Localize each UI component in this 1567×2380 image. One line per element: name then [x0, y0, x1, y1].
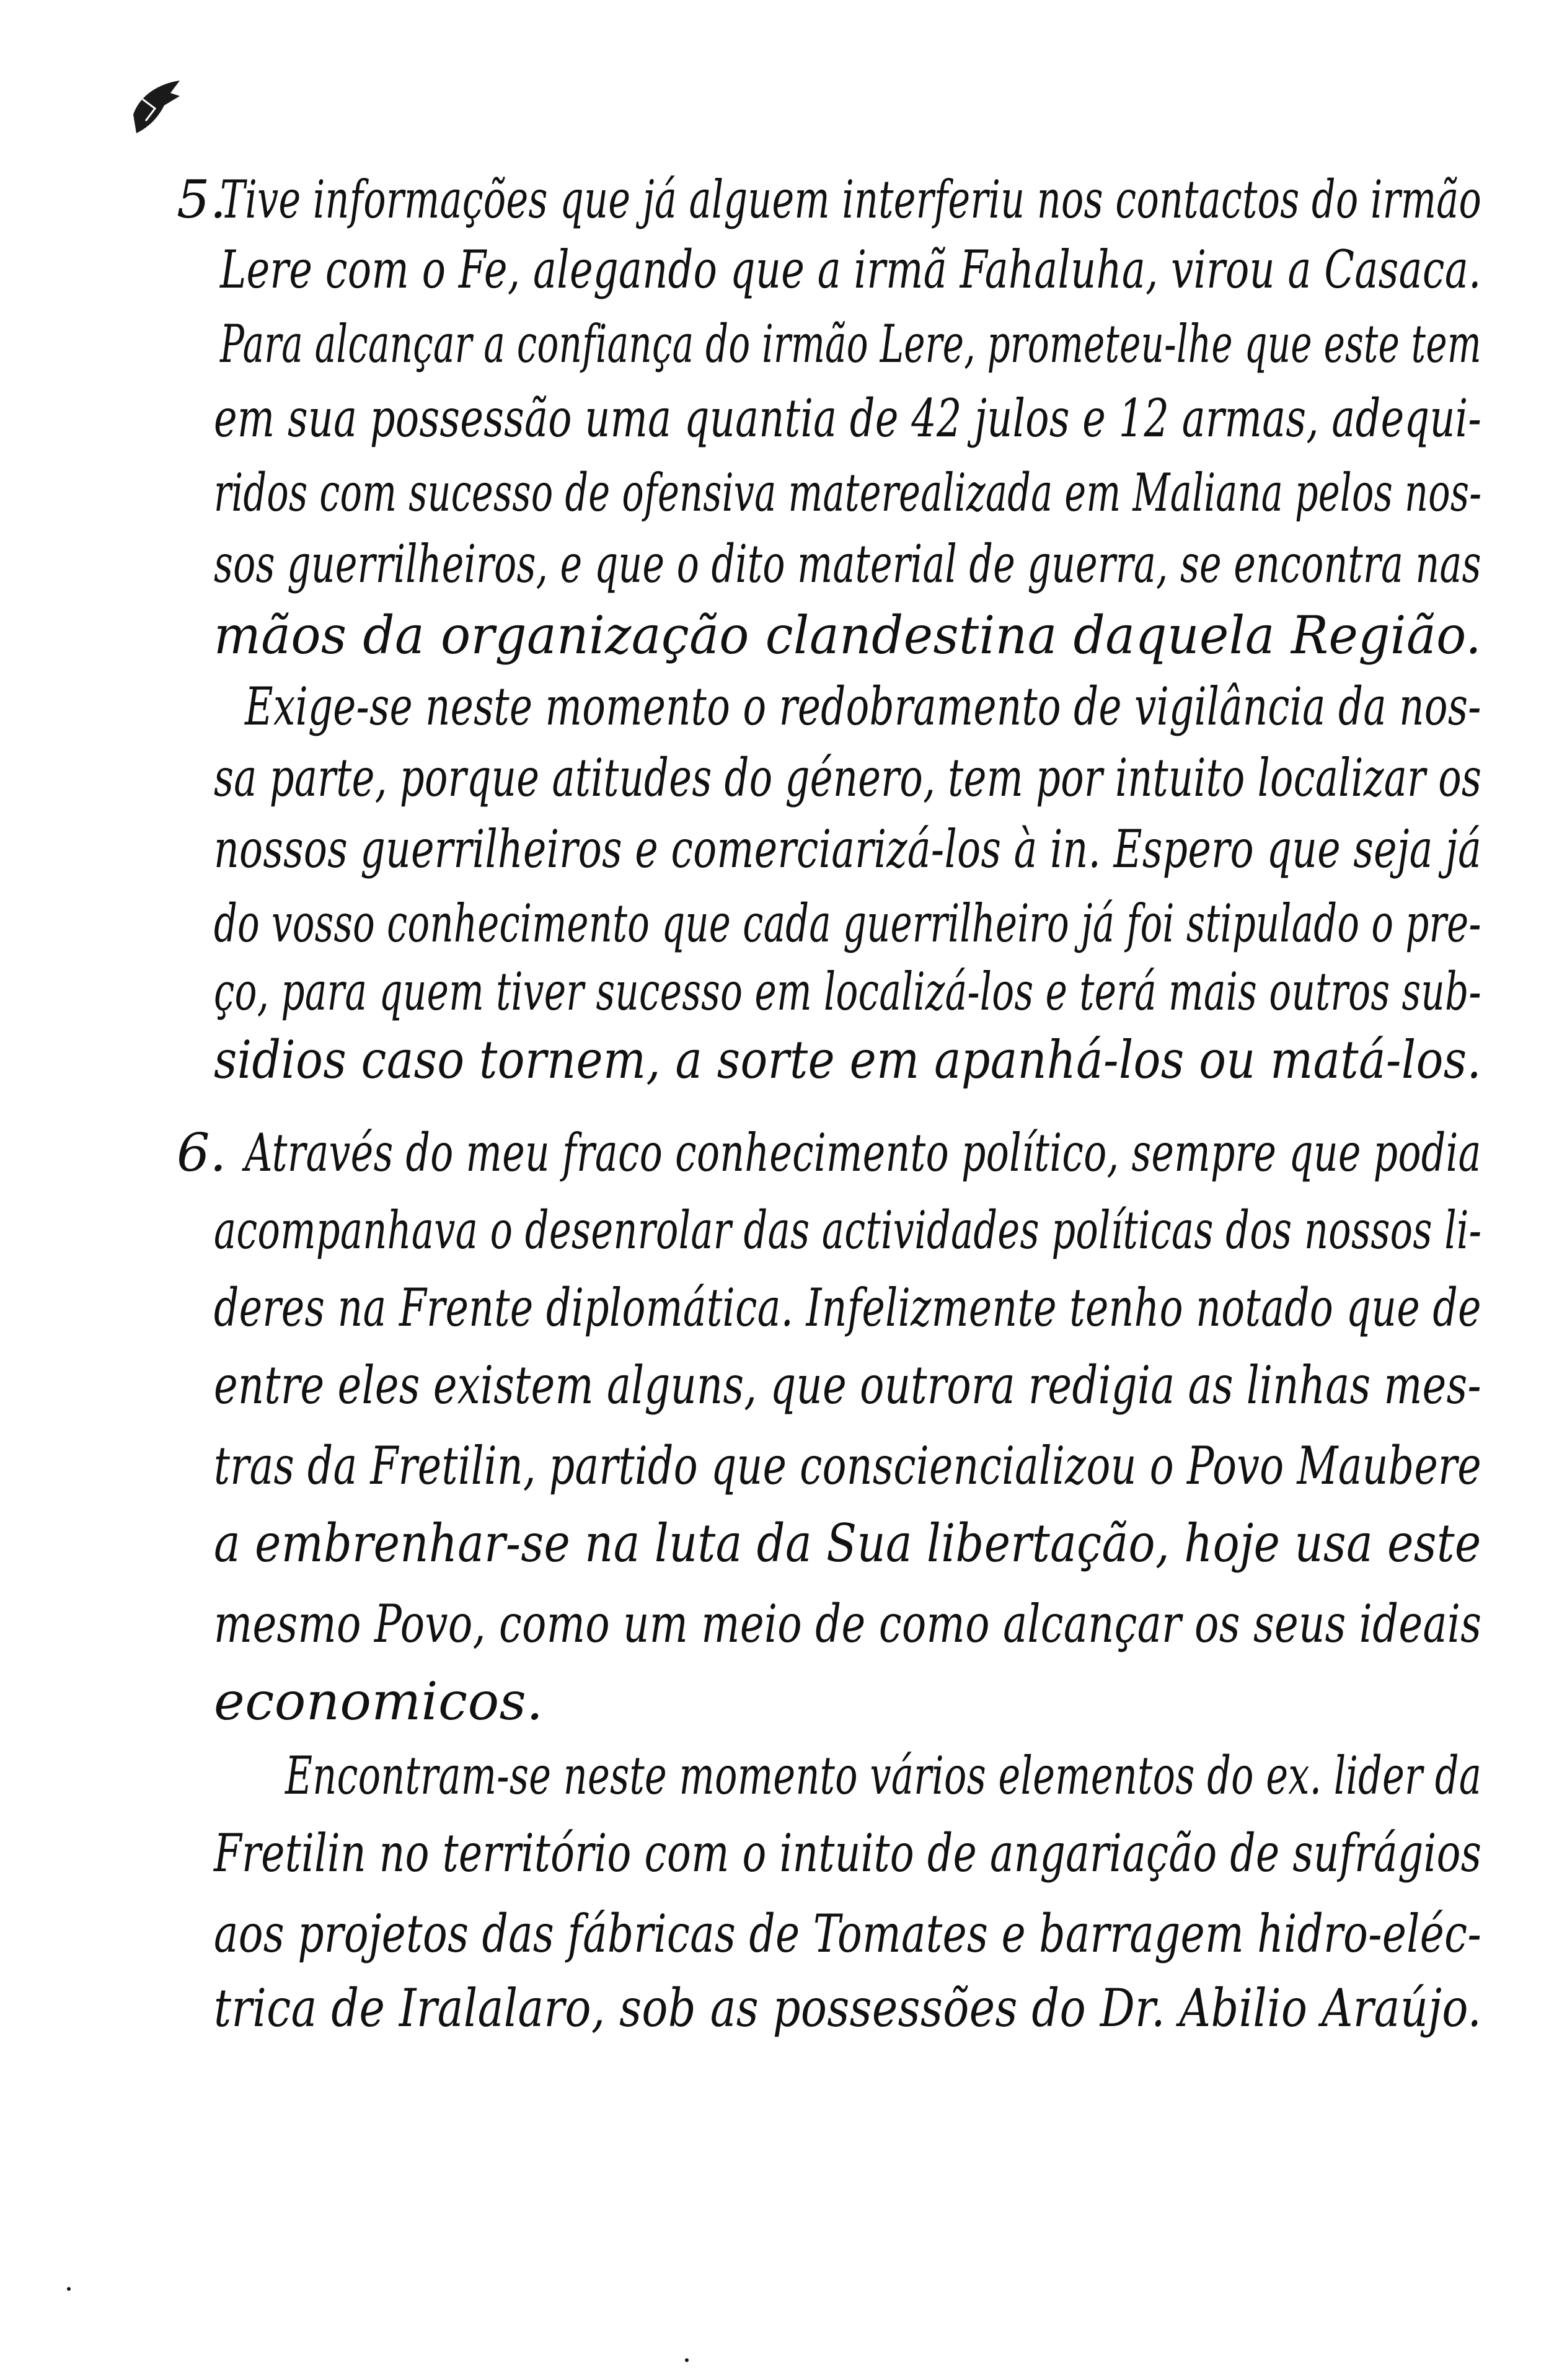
text-line: ridos com sucesso de ofensiva materealizada em Maliana pelos nos- [214, 462, 1482, 523]
text-line: trica de Iralalaro, sob as possessões do Dr. Abilio Araújo. [214, 1978, 1482, 2038]
text-line: mãos da organização clandestina daquela Região. [214, 605, 1482, 666]
paper-speck [685, 2358, 689, 2362]
text-line: sa parte, porque atitudes do género, tem por intuito localizar os [214, 747, 1482, 808]
paper-speck [67, 2287, 71, 2291]
text-line: Lere com o Fe, alegando que a irmã Fahaluha, virou a Casaca. [220, 239, 1481, 300]
text-line: mesmo Povo, como um meio de como alcançar os seus ideais [214, 1593, 1482, 1654]
text-line: acompanhava o desenrolar das actividades políticas dos nossos li- [214, 1200, 1482, 1261]
text-line: aos projetos das fábricas de Tomates e barragem hidro-eléc- [214, 1903, 1482, 1964]
text-line: nossos guerrilheiros e comerciarizá-los à in. Espero que seja já [214, 819, 1482, 879]
text-line: Exige-se neste momento o redobramento de vigilância da nos- [245, 676, 1481, 737]
paragraph-number: 6. [177, 1122, 227, 1183]
ink-stamp-mark [121, 71, 189, 139]
text-line: entre eles existem alguns, que outrora redigia as linhas mes- [214, 1355, 1481, 1416]
text-line: ço, para quem tiver sucesso em localizá-los e terá mais outros sub- [214, 961, 1482, 1022]
text-line: do vosso conhecimento que cada guerrilheiro já foi stipulado o pre- [214, 893, 1481, 954]
paragraph-number: 5. [177, 169, 227, 230]
text-line: economicos. [214, 1671, 544, 1732]
text-line: Através do meu fraco conhecimento político, sempre que podia [245, 1122, 1481, 1183]
text-line: Encontram-se neste momento vários elementos do ex. lider da [285, 1745, 1482, 1806]
text-line: sidios caso tornem, a sorte em apanhá-los ou matá-los. [214, 1029, 1482, 1090]
text-line: a embrenhar-se na luta da Sua libertação, hoje usa este [214, 1513, 1481, 1574]
text-line: sos guerrilheiros, e que o dito material de guerra, se encontra nas [214, 534, 1481, 594]
text-line: em sua possessão uma quantia de 42 julos e 12 armas, adequi- [214, 388, 1482, 449]
text-line: Para alcançar a confiança do irmão Lere, prometeu-lhe que este tem [220, 314, 1481, 374]
text-line: Tive informações que já alguem interferiu nos contactos do irmão [220, 169, 1482, 230]
text-line: deres na Frente diplomática. Infelizmente tenho notado que de [214, 1277, 1481, 1338]
text-line: tras da Fretilin, partido que consciencializou o Povo Maubere [214, 1435, 1481, 1496]
text-line: Fretilin no território com o intuito de angariação de sufrágios [214, 1823, 1482, 1884]
